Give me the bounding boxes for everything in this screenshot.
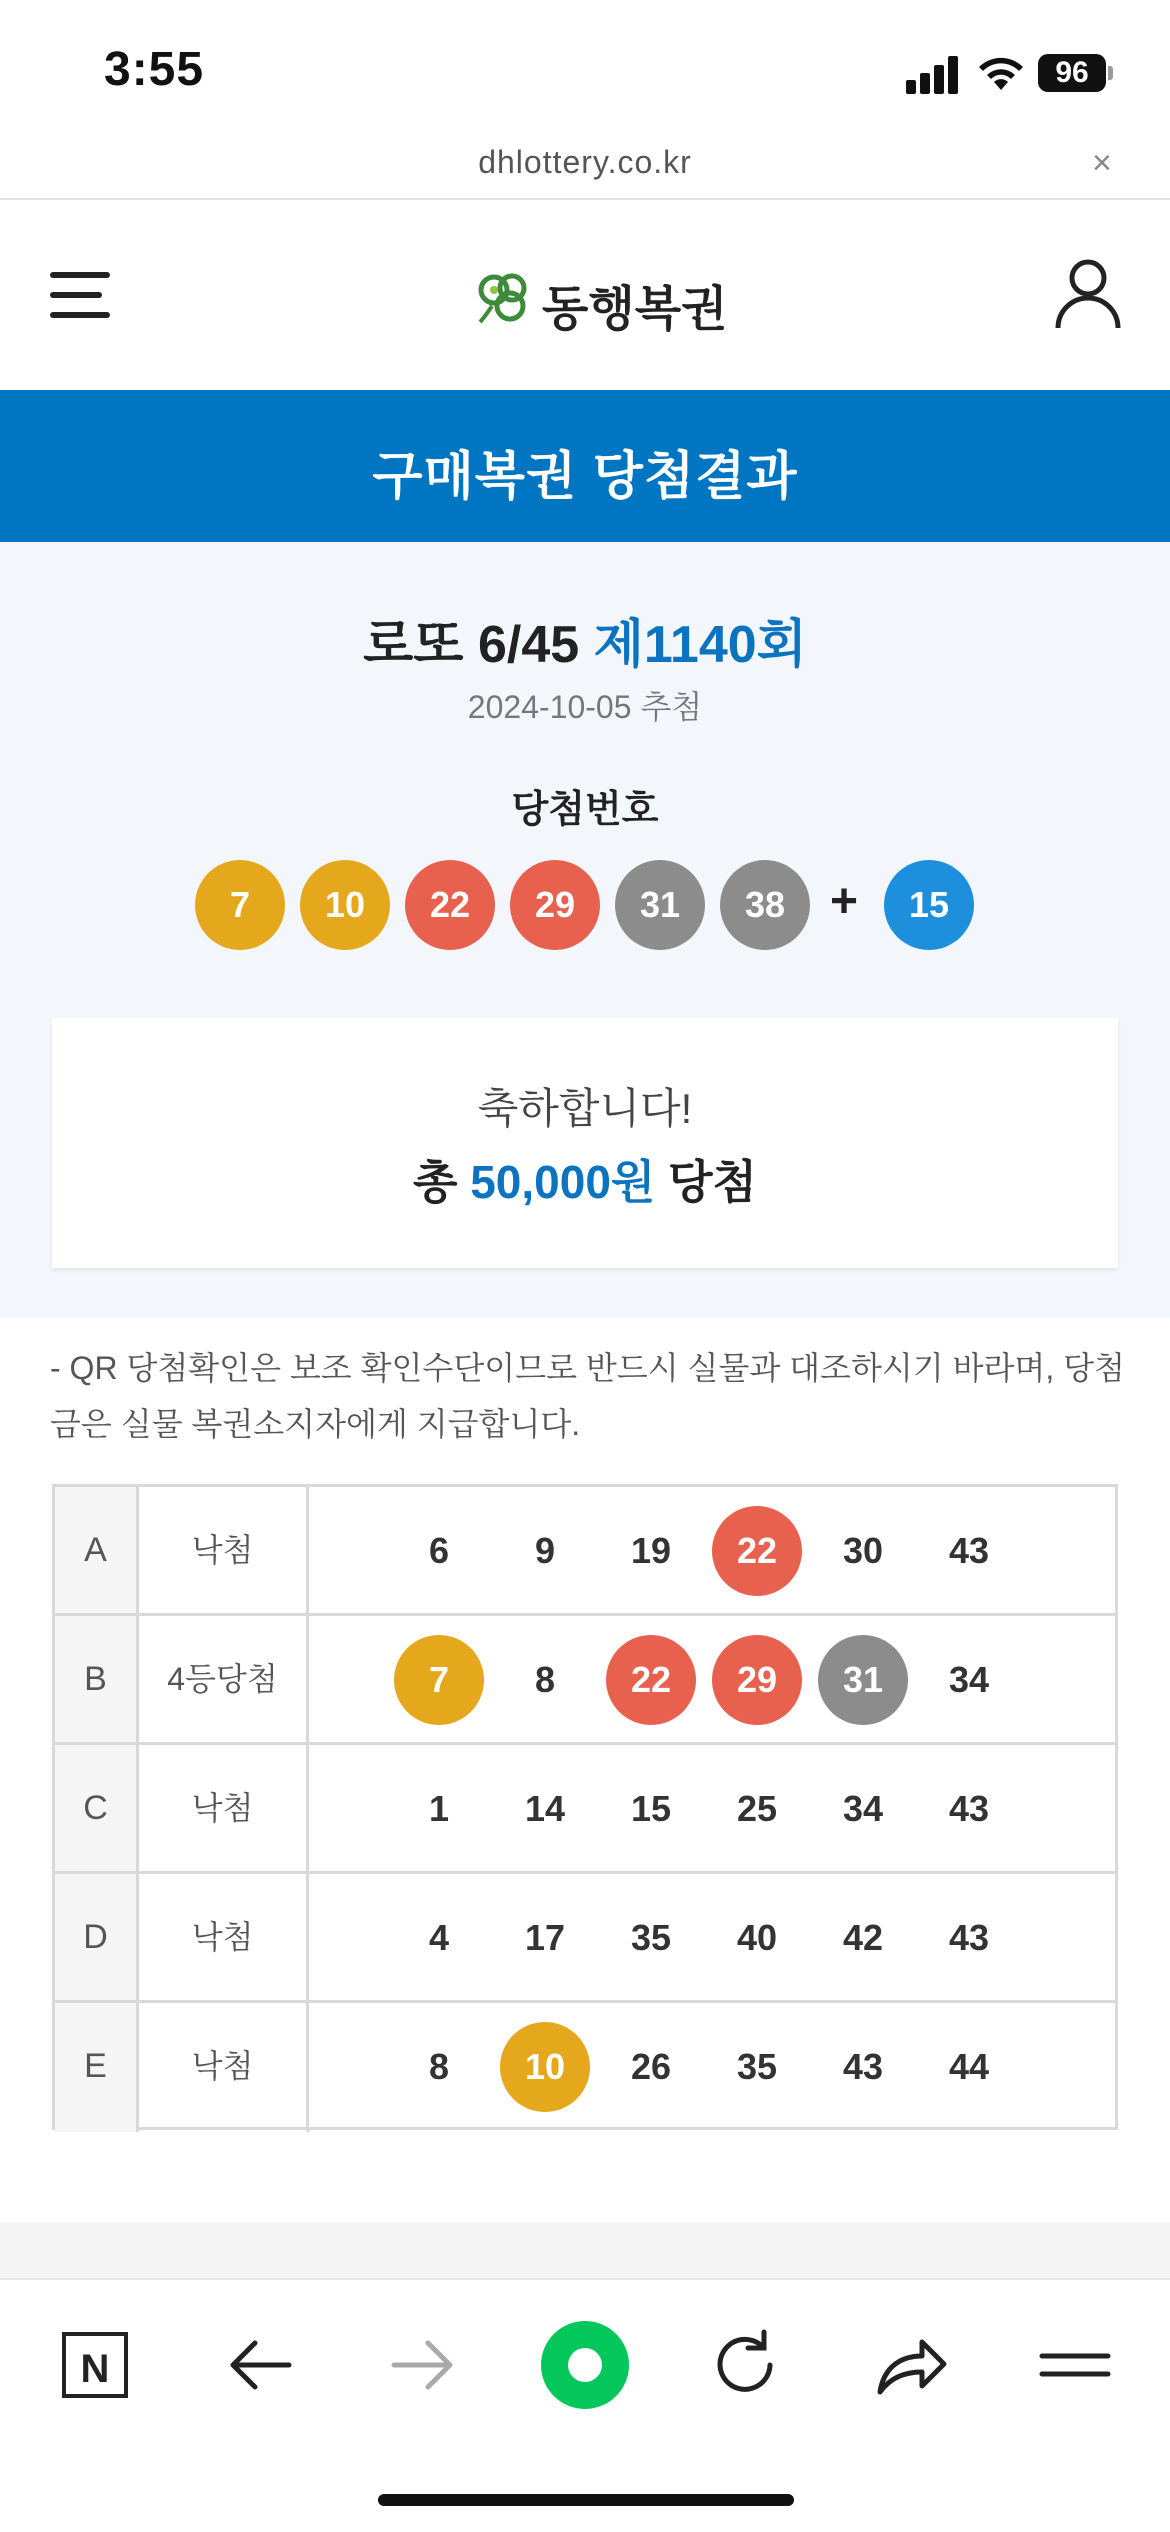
prize-suffix: 당첨: [655, 1156, 757, 1208]
winning-ball: 38: [720, 860, 810, 950]
ticket-number: 6: [428, 1530, 450, 1571]
ticket-row: [55, 1874, 1115, 2003]
row-letter: E: [55, 2003, 139, 2132]
forward-arrow-icon[interactable]: [378, 2320, 468, 2410]
bonus-plus-sign: +: [830, 875, 859, 928]
winning-ball: 31: [615, 860, 705, 950]
row-result: 낙첨: [139, 2003, 309, 2132]
draw-summary: [0, 542, 1170, 1318]
bonus-ball: 15: [884, 860, 974, 950]
ticket-number: 25: [736, 1788, 778, 1829]
back-arrow-icon[interactable]: [215, 2320, 305, 2410]
winning-ball: 10: [300, 860, 390, 950]
winning-ball: 29: [510, 860, 600, 950]
ticket-number: 4: [428, 1917, 450, 1958]
close-icon[interactable]: ×: [1092, 144, 1112, 182]
ticket-number: 14: [524, 1788, 566, 1829]
status-bar: [0, 0, 1170, 140]
ticket-number-matched: 7: [394, 1635, 484, 1725]
winning-ball: 22: [405, 860, 495, 950]
ticket-number: 43: [948, 1917, 990, 1958]
row-letter: A: [55, 1487, 139, 1613]
row-letter: D: [55, 1874, 139, 2000]
ticket-number: 26: [630, 2046, 672, 2087]
ticket-number: 30: [842, 1530, 884, 1571]
green-dot-icon[interactable]: [540, 2320, 630, 2410]
menu-icon[interactable]: [1030, 2320, 1120, 2410]
ticket-number: 8: [534, 1659, 556, 1700]
row-result: 낙첨: [139, 1874, 309, 2000]
prize-card: [52, 1018, 1118, 1268]
row-result: 4등당첨: [139, 1616, 309, 1742]
battery-icon: [1038, 54, 1114, 92]
logo-text: 동행복권: [542, 283, 728, 336]
browser-url-bar[interactable]: [0, 140, 1170, 200]
ticket-number: 40: [736, 1917, 778, 1958]
ticket-number: 44: [948, 2046, 990, 2087]
ticket-number: 15: [630, 1788, 672, 1829]
winning-numbers-label: 당첨번호: [511, 789, 659, 831]
ticket-number-matched: 22: [712, 1506, 802, 1596]
ticket-number: 43: [948, 1530, 990, 1571]
user-icon[interactable]: [1054, 258, 1122, 330]
ticket-number: 17: [524, 1917, 566, 1958]
row-result: 낙첨: [139, 1745, 309, 1871]
ticket-number: 19: [630, 1530, 672, 1571]
url-text[interactable]: dhlottery.co.kr: [478, 144, 692, 180]
ticket-number-matched: 29: [712, 1635, 802, 1725]
share-icon[interactable]: [864, 2320, 954, 2410]
prize-total: [52, 1146, 1118, 1212]
ticket-number: 1: [428, 1788, 450, 1829]
congrats-text: 축하합니다!: [477, 1085, 693, 1132]
footer-band: [0, 2222, 1170, 2278]
ticket-number: 9: [534, 1530, 556, 1571]
game-title: [0, 602, 1170, 677]
ticket-number-matched: 31: [818, 1635, 908, 1725]
site-header: [0, 200, 1170, 390]
prize-prefix: 총: [412, 1156, 471, 1208]
status-time: 3:55: [104, 43, 205, 96]
ticket-row: [55, 1616, 1115, 1745]
ticket-number-matched: 22: [606, 1635, 696, 1725]
ticket-number: 42: [842, 1917, 884, 1958]
qr-notice: - QR 당첨확인은 보조 확인수단이므로 반드시 실물과 대조하시기 바라며, 당첨금은 실물 복권소지자에게 지급합니다.: [50, 1350, 1125, 1442]
row-result: 낙첨: [139, 1487, 309, 1613]
ticket-number: 43: [948, 1788, 990, 1829]
logo[interactable]: [472, 264, 728, 336]
game-round: 제1140회: [593, 616, 807, 674]
ticket-table: [52, 1484, 1118, 2130]
battery-level: 96: [1038, 54, 1106, 92]
ticket-number: 8: [428, 2046, 450, 2087]
page-title-bar: [0, 390, 1170, 542]
ticket-row: [55, 1745, 1115, 1874]
ticket-number: 43: [842, 2046, 884, 2087]
prize-amount: 50,000원: [470, 1156, 656, 1208]
row-letter: B: [55, 1616, 139, 1742]
ticket-number: 34: [842, 1788, 884, 1829]
page-title: 구매복권 당첨결과: [372, 448, 798, 506]
naver-n-icon[interactable]: [50, 2320, 140, 2410]
ticket-number: 35: [630, 1917, 672, 1958]
ticket-number-matched: 10: [500, 2022, 590, 2112]
home-indicator[interactable]: [378, 2494, 794, 2506]
ticket-number: 35: [736, 2046, 778, 2087]
naver-letter: N: [80, 2347, 110, 2391]
ticket-row: [55, 1487, 1115, 1616]
winning-ball: 7: [195, 860, 285, 950]
reload-icon[interactable]: [700, 2320, 790, 2410]
ticket-number: 34: [948, 1659, 990, 1700]
signal-icon: [906, 56, 960, 94]
row-letter: C: [55, 1745, 139, 1871]
wifi-icon: [976, 52, 1026, 92]
draw-date: 2024-10-05 추첨: [467, 689, 703, 725]
clover-logo-icon: [472, 266, 532, 326]
hamburger-icon[interactable]: [50, 270, 110, 320]
game-name: 로또 6/45: [363, 616, 594, 674]
ticket-row: [55, 2003, 1115, 2132]
